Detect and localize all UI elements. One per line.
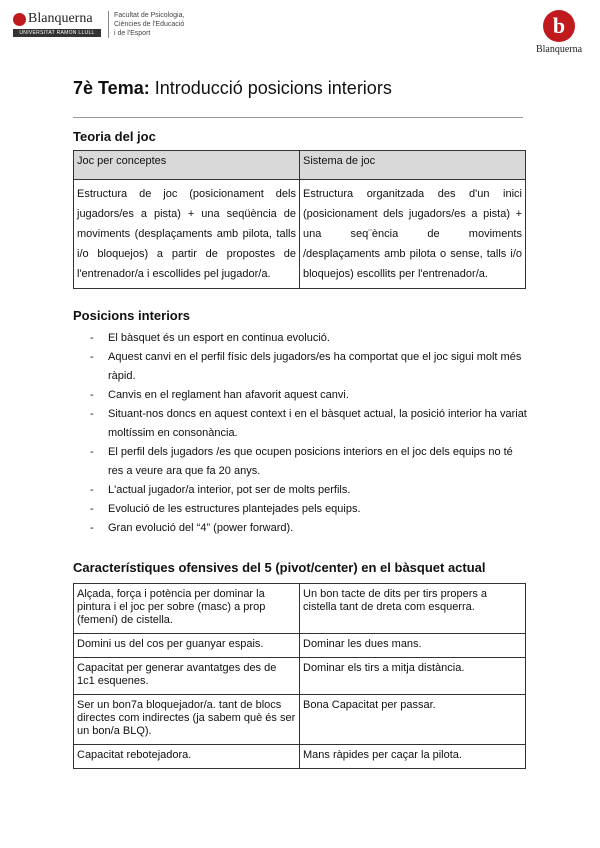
dash-bullet: - <box>90 503 94 515</box>
table-row <box>74 584 526 634</box>
faculty-line: i de l'Esport <box>114 30 151 37</box>
section-heading-caracteristiques: Característiques ofensives del 5 (pivot/center) en el bàsquet actual <box>73 560 486 575</box>
table-row <box>74 745 526 769</box>
table-cell: Mans ràpides per caçar la pilota. <box>300 745 526 769</box>
list-item: - L'actual jugador/a interior, pot ser de molts perfils. <box>90 481 530 500</box>
table-cell: Bona Capacitat per passar. <box>300 695 526 745</box>
list-item: - Situant-nos doncs en aquest context i en el bàsquet actual, la posició interior ha variat moltíssim en consonància. <box>90 405 530 443</box>
table-row <box>74 658 526 695</box>
table-header-row <box>74 151 526 180</box>
table-cell: Un bon tacte de dits per tirs propers a cistella tant de dreta com esquerra. <box>300 584 526 634</box>
table-cell: Alçada, força i potència per dominar la pintura i el joc per sobre (masc) a prop (femení) de cistella. <box>74 584 300 634</box>
table-cell: Ser un bon7a bloquejador/a. tant de blocs directes com indirectes (ja sabem què és ser un bon/a BLQ). <box>74 695 300 745</box>
blanquerna-logo <box>13 11 101 39</box>
faculty-line: Facultat de Psicologia, <box>114 12 185 19</box>
teoria-table <box>73 150 526 289</box>
title-text: Introducció posicions interiors <box>149 78 392 98</box>
title-number: 7è Tema: <box>73 78 150 98</box>
table-row <box>74 695 526 745</box>
dash-bullet: - <box>90 389 94 401</box>
faculty-line: Ciències de l'Educació <box>114 21 185 28</box>
table-header-cell: Sistema de joc <box>300 151 526 180</box>
university-bar: UNIVERSITAT RAMON LLULL <box>13 29 101 37</box>
list-item: - Gran evolució del “4” (power forward). <box>90 519 530 538</box>
table-header-cell: Joc per conceptes <box>74 151 300 180</box>
section-heading-posicions: Posicions interiors <box>73 308 191 323</box>
dash-bullet: - <box>90 408 94 420</box>
table-cell: Domini us del cos per guanyar espais. <box>74 634 300 658</box>
dash-bullet: - <box>90 351 94 363</box>
list-item: - Evolució de les estructures plantejades pels equips. <box>90 500 530 519</box>
caracteristiques-table <box>73 583 526 769</box>
table-cell: Dominar les dues mans. <box>300 634 526 658</box>
section-heading-teoria: Teoria del joc <box>73 129 156 144</box>
table-cell: Capacitat per generar avantatges des de 1c1 esquenes. <box>74 658 300 695</box>
blanquerna-logo-right <box>533 10 585 55</box>
list-item: - Aquest canvi en el perfil físic dels jugadors/es ha comportat que el joc sigui molt més ràpid. <box>90 348 530 386</box>
list-item: - El perfil dels jugadors /es que ocupen posicions interiors en el joc dels equips no té res a veure ara que fa 20 anys. <box>90 443 530 481</box>
blanquerna-b-icon <box>13 13 26 26</box>
dash-bullet: - <box>90 446 94 458</box>
dash-bullet: - <box>90 522 94 534</box>
blanquerna-b-icon <box>543 10 575 42</box>
title-divider <box>73 117 523 118</box>
table-cell: Dominar els tirs a mitja distància. <box>300 658 526 695</box>
dash-bullet: - <box>90 484 94 496</box>
list-item: - El bàsquet és un esport en continua evolució. <box>90 329 530 348</box>
logo-wordmark: Blanquerna <box>28 11 93 26</box>
dash-bullet: - <box>90 332 94 344</box>
page-title <box>73 78 392 99</box>
table-cell: Estructura organitzada des d'un inici (posicionament dels jugadors/es a pista) + una seq¨ència de moviments /desplaçaments amb pilota o sense, talls i/o bloquejos) escollits per l'entrenador/a. <box>300 180 526 289</box>
table-cell: Capacitat rebotejadora. <box>74 745 300 769</box>
list-item: - Canvis en el reglament han afavorit aquest canvi. <box>90 386 530 405</box>
logo-caption: Blanquerna <box>535 44 583 55</box>
table-row <box>74 634 526 658</box>
logo-letter: b <box>552 13 566 38</box>
faculty-name <box>114 11 194 38</box>
table-cell: Estructura de joc (posicionament dels jugadors/es a pista) + una seqüència de moviments (desplaçaments amb pilota, talls i/o bloquejos) a partir de propostes de l'entrenador/a i escollides pel jugador/a. <box>74 180 300 289</box>
table-row <box>74 180 526 289</box>
logo-divider <box>108 11 109 38</box>
posicions-list <box>90 329 530 538</box>
